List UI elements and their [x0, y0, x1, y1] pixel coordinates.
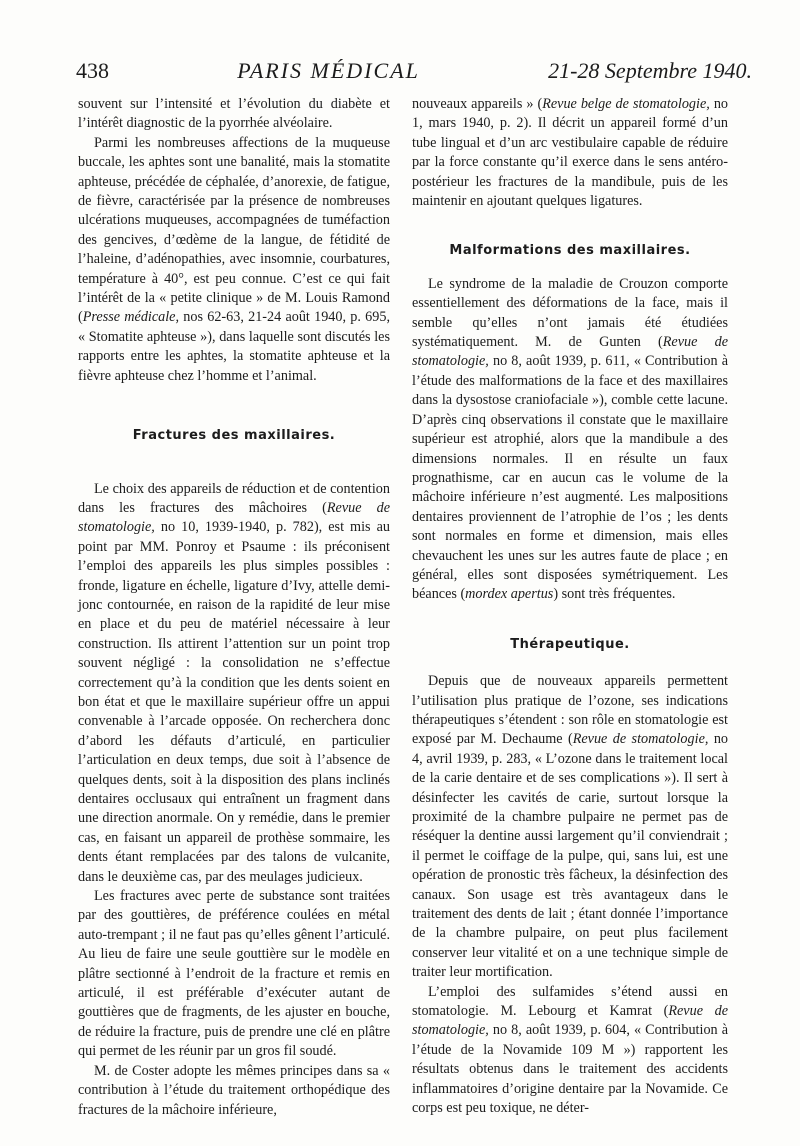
page-header	[76, 58, 752, 88]
paragraph: Le syndrome de la maladie de Crouzon comporte essentiellement des déformations de la face, mais il semble qu’elles n’ont jamais été étudiées systématiquement. M. de Gunten (Revue de stomatologie, no 8, août 1939, p. 611, « Contribution à l’étude des malformations de la face et des maxillaires dans la dysostose craniofaciale »), comble cette lacune. D’après cinq observations il constate que le maxillaire supérieur est atrophié, alors que la mandibule a des dimensions normales. Il en résulte un faux prognathisme, car en aucun cas le volume de la mâchoire inférieure n’est augmenté. Les malpositions dentaires proviennent de l’atrophie de l’os ; les dents sont normales en forme et dimension, mais elles chevauchent les unes sur les autres faute de place ; en général, elles sont disposées symétriquement. Les béances (mordex apertus) sont très fréquentes.	[412, 275, 728, 603]
section-title-therapeutique: Thérapeutique.	[510, 636, 630, 652]
right-column	[412, 95, 728, 1119]
paragraph: L’emploi des sulfamides s’étend aussi en stomatologie. M. Lebourg et Kamrat (Revue de stomatologie, no 8, août 1939, p. 604, « Contribution à l’étude de la Novamide 109 M ») rapportent les résultats obtenus dans le traitement des accidents inflammatoires d’origine dentaire par la Novamide. Ce corps est peu toxique, ne déter-	[412, 983, 728, 1117]
paragraph: Parmi les nombreuses affections de la muqueuse buccale, les aphtes sont une banalité, mais la stomatite aphteuse, précédée de céphalée, d’anorexie, de fatigue, de fièvre, caractérisée par la présence de nombreuses ulcérations muqueuses, accompagnées de tuméfaction des gencives, d’œdème de la langue, de fétidité de l’haleine, d’adénopathies, avec insomnie, courbatures, température à 40°, est peu connue. C’est ce qui fait l’intérêt de la « petite clinique » de M. Louis Ramond (Presse médicale, nos 62-63, 21-24 août 1940, p. 695, « Stomatite aphteuse »), dans laquelle sont discutés les rapports entre les aphtes, la stomatite aphteuse et la fièvre aphteuse chez l’homme et l’animal.	[78, 134, 390, 384]
left-column	[78, 95, 390, 1120]
citation: Presse médicale,	[82, 309, 180, 326]
issue-date: 21-28 Septembre 1940.	[548, 58, 752, 83]
citation: Revue de stomatologie,	[78, 499, 391, 536]
journal-title: PARIS MÉDICAL	[237, 58, 420, 83]
paragraph: M. de Coster adopte les mêmes principes dans sa « contribution à l’étude du traitement orthopédique des fractures de la mâchoire inférieure,	[78, 1062, 390, 1118]
paragraph: Depuis que de nouveaux appareils permettent l’utilisation plus pratique de l’ozone, ses indications thérapeutiques s’étendent : son rôle en stomatologie est exposé par M. Dechaume (Revue de stomatologie, no 4, avril 1939, p. 283, « L’ozone dans le traitement local de la carie dentaire et de ses complications »). Il sert à désinfecter les cavités de carie, surtout lorsque la proximité de la chambre pulpaire ne permet pas de réséquer la dentine aussi largement qu’il conviendrait ; il permet le coiffage de la pulpe, qui, sans lui, est une opération de pronostic très fâcheux, la désinfection des canaux. Son usage est très avantageux dans le traitement des dents de lait ; étant donnée l’importance de la chambre pulpaire, on peut plus facilement conserver leur vitalité et on a une technique simple de traiter leur mortification.	[412, 673, 729, 981]
citation: Revue de stomatologie,	[412, 1003, 728, 1039]
paragraph: Les fractures avec perte de substance sont traitées par des gouttières, de préférence coulées en métal auto-trempant ; il ne faut pas qu’elles gênent l’articulé. Au lieu de faire une seule gouttière sur le modèle en plâtre sectionné à l’endroit de la fracture et remis en articulé, il est préférable d’exécuter autant de gouttières que de fragments, de les ajuster en bouche, de réduire la fracture, puis de prendre une clé en plâtre qui permet de les réunir par un gros fil soudé.	[78, 888, 390, 1060]
paragraph: Le choix des appareils de réduction et de contention dans les fractures des mâchoires (Revue de stomatologie, no 10, 1939-1940, p. 782), est mis au point par MM. Ponroy et Psaume : ils préconisent l’emploi des appareils les plus simples possibles : fronde, ligature en échelle, ligature d’Ivy, attelle demi-jonc contournée, en raison de la rapidité de leur mise en place et du peu de matériel nécessaire à leur construction. Ils attirent l’attention sur un point trop souvent négligé : la consolidation ne s’effectue correctement qu’à la condition que les dents soient en bon état et que le maxillaire supérieur offre un appui convenable à l’arcade opposée. On recherchera donc d’abord les défauts d’articulé, en particulier l’articulation en deux temps, due soit à l’absence de quelques dents, soit à la disposition des plans inclinés dentaires occlusaux qui entraînent un fragment dans une direction anormale. On y remédie, dans le premier cas, en faisant un appareil de prothèse sommaire, les dents étant remplacées par des talons de vulcanite, dans le deuxième cas, par des meulages judicieux.	[78, 480, 391, 885]
section-title-fractures: Fractures des maxillaires.	[132, 428, 336, 444]
citation: Revue belge de stomatologie,	[542, 96, 710, 112]
term: mordex apertus	[465, 586, 554, 603]
citation: Revue de stomatologie,	[412, 334, 728, 370]
citation: Revue de stomatologie,	[572, 731, 709, 748]
paragraph: souvent sur l’intensité et l’évolution du diabète et l’intérêt diagnostic de la pyorrhée alvéolaire.	[78, 96, 390, 132]
page-number: 438	[76, 58, 109, 83]
paragraph: nouveaux appareils » (Revue belge de stomatologie, no 1, mars 1940, p. 2). Il décrit un appareil formé d’un tube lingual et d’un arc vestibulaire capable de réduire par la force constante qu’il exerce dans le sens antéro-postérieur les fractures de la mandibule, puis de les maintenir en ajoutant quelques ligatures.	[412, 96, 728, 210]
section-title-malformations: Malformations des maxillaires.	[449, 243, 691, 259]
